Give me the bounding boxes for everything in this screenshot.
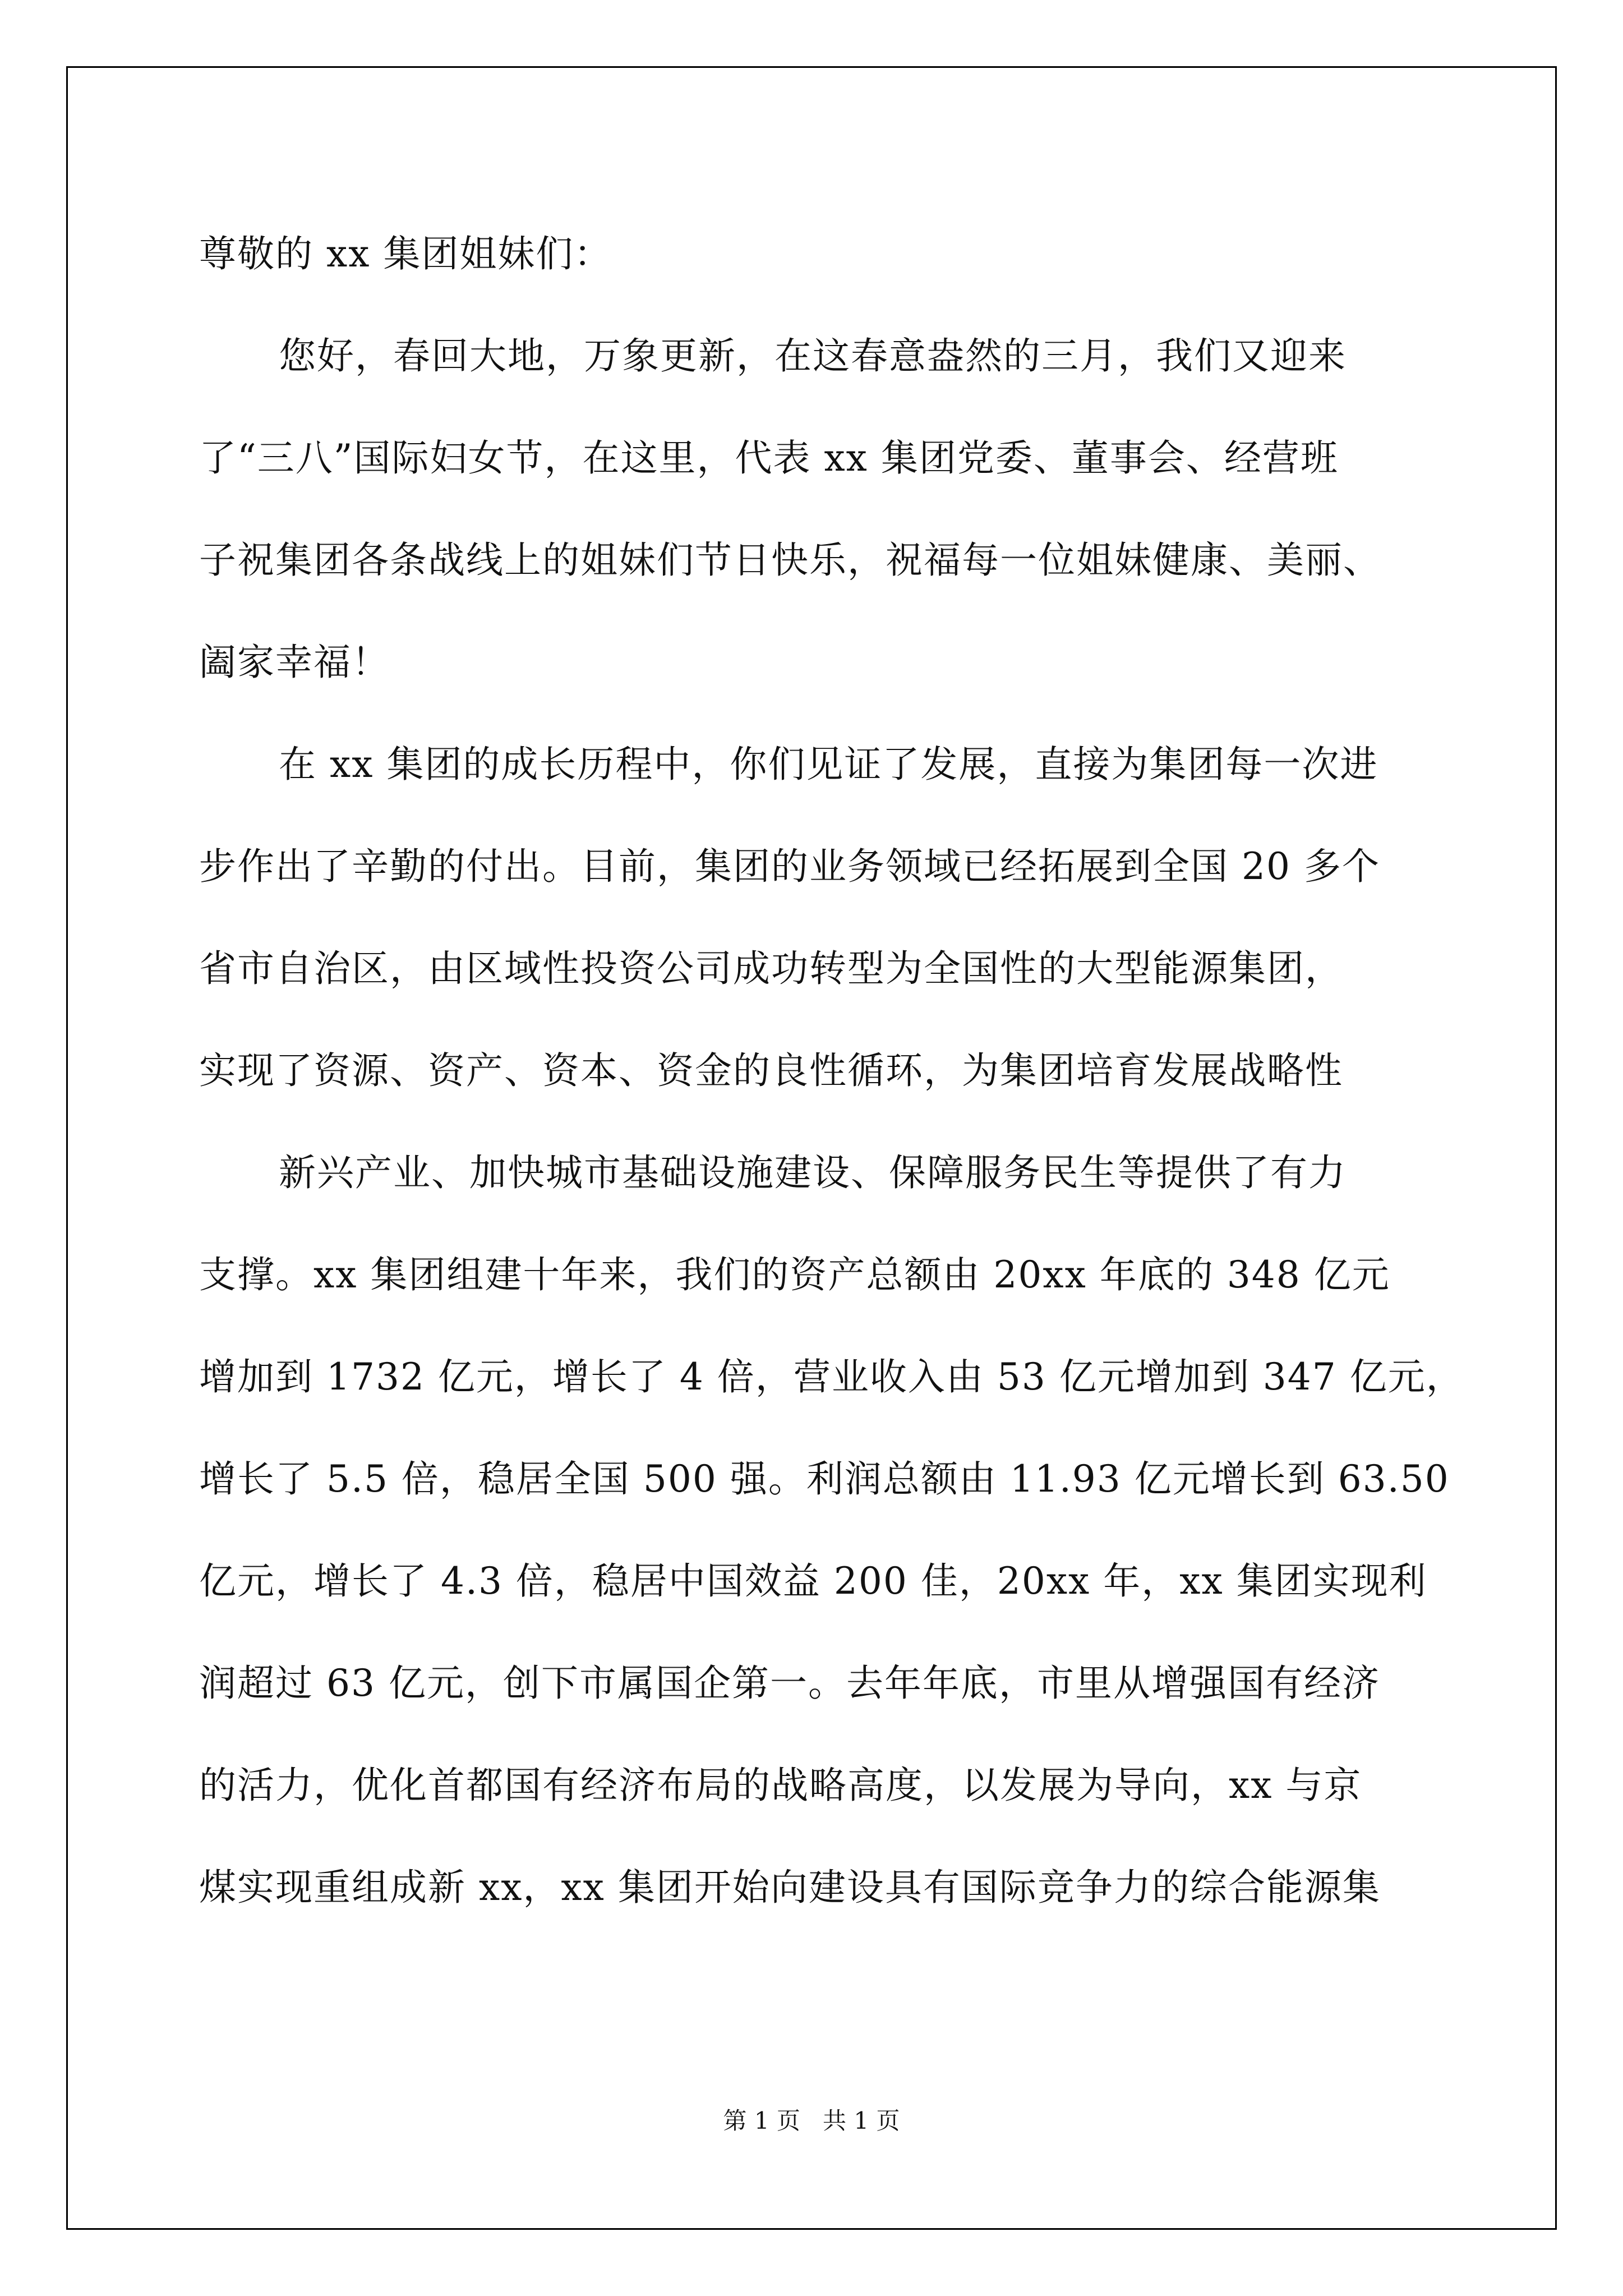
paragraph-line: 在 xx 集团的成长历程中，你们见证了发展，直接为集团每一次进 — [279, 743, 1378, 786]
paragraph-line: 您好，春回大地，万象更新，在这春意盎然的三月，我们又迎来 — [279, 334, 1347, 378]
paragraph-line: 阖家幸福！ — [199, 641, 390, 684]
paragraph-line: 了“三八”国际妇女节，在这里，代表 xx 集团党委、董事会、经营班 — [199, 436, 1339, 480]
paragraph-line: 煤实现重组成新 xx，xx 集团开始向建设具有国际竞争力的综合能源集 — [199, 1866, 1381, 1909]
paragraph-line: 新兴产业、加快城市基础设施建设、保障服务民生等提供了有力 — [279, 1151, 1347, 1194]
paragraph-line: 子祝集团各条战线上的姐妹们节日快乐，祝福每一位姐妹健康、美丽、 — [199, 539, 1381, 582]
paragraph-line: 润超过 63 亿元，创下市属国企第一。去年年底，市里从增强国有经济 — [199, 1662, 1380, 1705]
page-number-footer: 第 1 页 共 1 页 — [723, 2107, 900, 2134]
paragraph-line: 省市自治区，由区域性投资公司成功转型为全国性的大型能源集团， — [199, 947, 1343, 990]
paragraph-line: 增加到 1732 亿元，增长了 4 倍，营业收入由 53 亿元增加到 347 亿元， — [199, 1355, 1464, 1398]
paragraph-line: 亿元，增长了 4.3 倍，稳居中国效益 200 佳，20xx 年，xx 集团实现利 — [199, 1559, 1427, 1603]
paragraph-line: 支撑。xx 集团组建十年来，我们的资产总额由 20xx 年底的 348 亿元 — [199, 1253, 1390, 1296]
paragraph-line: 的活力，优化首都国有经济布局的战略高度，以发展为导向，xx 与京 — [199, 1764, 1362, 1807]
letter-body — [199, 203, 1467, 1939]
paragraph-line: 增长了 5.5 倍，稳居全国 500 强。利润总额由 11.93 亿元增长到 63.50 — [199, 1457, 1450, 1501]
salutation-line: 尊敬的 xx 集团姐妹们： — [199, 232, 612, 275]
paragraph-line: 步作出了辛勤的付出。目前，集团的业务领域已经拓展到全国 20 多个 — [199, 845, 1380, 888]
paragraph-line: 实现了资源、资产、资本、资金的良性循环，为集团培育发展战略性 — [199, 1049, 1343, 1092]
